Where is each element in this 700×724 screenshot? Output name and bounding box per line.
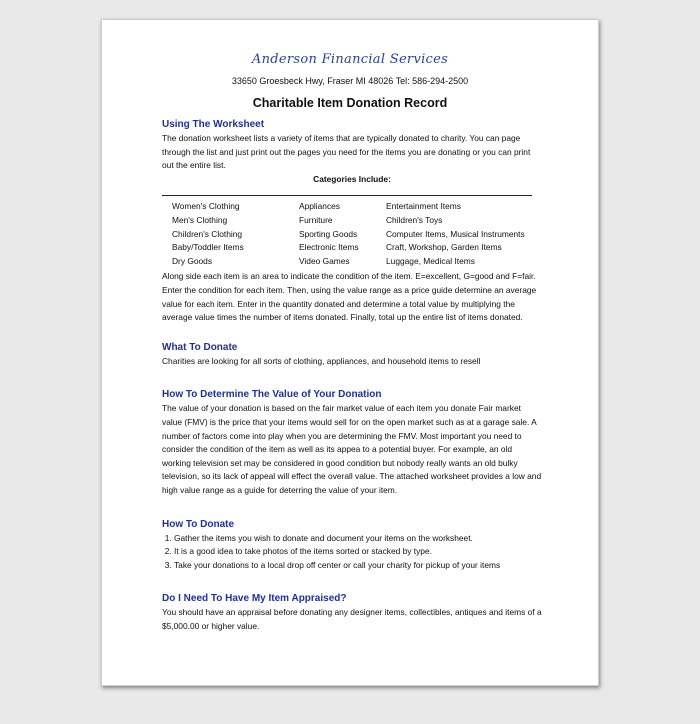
what-to-donate-text: Charities are looking for all sorts of clothing, appliances, and household items to resell (162, 355, 481, 366)
condition-instructions: Along side each item is an area to indicate the condition of the item. E=excellent, G=good and F=fair. Enter the condition for each item. Then, using the value range as a price guide determine an average value for each item. Enter in the quantity donated and determine a total value by multiplying the average value times the number of items donated. Finally, total up the entire list of items donated. (162, 271, 537, 323)
categories-list (172, 200, 542, 270)
category-item: Men's Clothing (172, 214, 228, 225)
list-item: 1. Gather the items you wish to donate and document your items on the worksheet. (174, 532, 542, 546)
category-item: Children's Clothing (172, 228, 243, 239)
category-item: Baby/Toddler Items (172, 242, 244, 253)
categories-divider (162, 195, 532, 196)
category-item: Craft, Workshop, Garden Items (386, 242, 502, 253)
categories-column-3 (386, 200, 525, 268)
categories-column-2 (299, 200, 359, 268)
section-heading-appraised: Do I Need To Have My Item Appraised? (162, 593, 347, 605)
category-item: Children's Toys (386, 214, 443, 225)
document-body (162, 118, 542, 633)
category-item: Electronic Items (299, 242, 359, 253)
document-page (101, 19, 599, 686)
section-heading-how-to-donate: How To Donate (162, 518, 235, 530)
category-item: Video Games (299, 255, 350, 266)
list-item: 3. Take your donations to a local drop off center or call your charity for pickup of your items (174, 559, 542, 573)
section-heading-value: How To Determine The Value of Your Donation (162, 389, 382, 401)
category-item: Computer Items, Musical Instruments (386, 228, 525, 239)
category-item: Entertainment Items (386, 201, 461, 212)
category-item: Luggage, Medical Items (386, 255, 475, 266)
category-item: Appliances (299, 201, 340, 212)
category-item: Dry Goods (172, 255, 213, 266)
category-item: Sporting Goods (299, 228, 358, 239)
list-item: 2. It is a good idea to take photos of the items sorted or stacked by type. (174, 545, 542, 559)
document-title: Charitable Item Donation Record (252, 96, 448, 110)
company-name: Anderson Financial Services (251, 52, 449, 67)
donation-steps-list (162, 532, 542, 573)
company-address: 33650 Groesbeck Hwy, Fraser MI 48026 Tel: 586-294-2500 (231, 76, 469, 86)
worksheet-text: The donation worksheet lists a variety of items that are typically donated to charity. You can page through the list and just print out the pages you need for the items you are donating or you can print out the entire list. (162, 133, 531, 171)
section-heading-worksheet: Using The Worksheet (162, 119, 265, 130)
categories-title: Categories Include: (313, 173, 391, 184)
category-item: Women's Clothing (172, 201, 240, 212)
category-item: Furniture (299, 214, 333, 225)
appraised-text: You should have an appraisal before donating any designer items, collectibles, antiques and items of a $5,000.00 or higher value. (162, 607, 542, 631)
categories-column-1 (172, 200, 244, 268)
section-heading-what-to-donate: What To Donate (162, 341, 238, 353)
value-text: The value of your donation is based on the fair market value of each item you donate Fair market value (FMV) is the price that your items would sell for on the open market such as at a garage sale. A number of factors come into play when you are determining the FMV. Most important you need to consider the condition of the item as well as its appea to a potential buyer. For example, an old working television set may be considered in good condition but nobody really wants an old bulky television, so its lack of appeal will effect the overall value. The attached worksheet provides a low and high value range as a guide for deterring the value of your item. (162, 403, 542, 495)
